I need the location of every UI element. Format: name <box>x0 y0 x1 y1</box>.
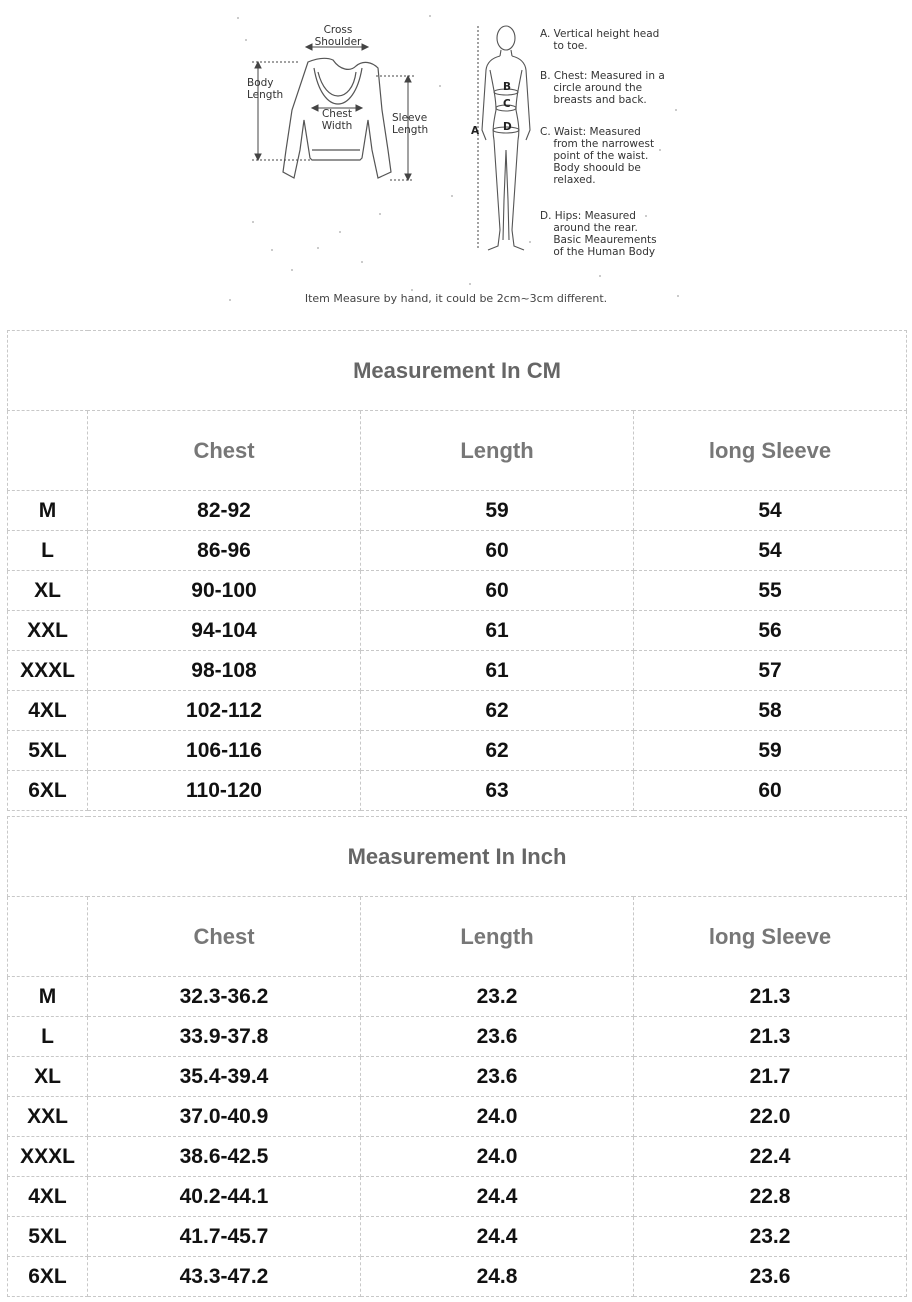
table-row <box>8 691 907 731</box>
size-cell: 6XL <box>8 1257 88 1297</box>
sleeve-cell: 21.7 <box>634 1057 907 1097</box>
header-chest: Chest <box>88 411 361 491</box>
length-cell: 23.6 <box>361 1057 634 1097</box>
chest-cell: 110-120 <box>88 771 361 811</box>
header-size <box>8 897 88 977</box>
human-figure <box>482 26 530 250</box>
size-cell: XL <box>8 571 88 611</box>
chest-width-label: Chest Width <box>321 108 353 132</box>
size-cell: L <box>8 1017 88 1057</box>
size-cell: XXXL <box>8 1137 88 1177</box>
sleeve-cell: 55 <box>634 571 907 611</box>
chest-cell: 86-96 <box>88 531 361 571</box>
sleeve-cell: 60 <box>634 771 907 811</box>
header-long-sleeve: long Sleeve <box>634 411 907 491</box>
chest-cell: 32.3-36.2 <box>88 977 361 1017</box>
sleeve-cell: 22.4 <box>634 1137 907 1177</box>
length-cell: 23.6 <box>361 1017 634 1057</box>
table-row <box>8 771 907 811</box>
sleeve-cell: 22.0 <box>634 1097 907 1137</box>
table-row <box>8 1137 907 1177</box>
chest-cell: 37.0-40.9 <box>88 1097 361 1137</box>
cross-shoulder-label: Cross Shoulder <box>314 24 362 48</box>
length-cell: 61 <box>361 611 634 651</box>
header-long-sleeve: long Sleeve <box>634 897 907 977</box>
sleeve-length-label: Sleeve Length <box>392 112 429 136</box>
table-row <box>8 731 907 771</box>
sleeve-cell: 23.6 <box>634 1257 907 1297</box>
body-length-label: Body Length <box>247 77 284 101</box>
chest-cell: 38.6-42.5 <box>88 1137 361 1177</box>
chest-cell: 33.9-37.8 <box>88 1017 361 1057</box>
chest-cell: 43.3-47.2 <box>88 1257 361 1297</box>
table-row <box>8 1057 907 1097</box>
sleeve-cell: 56 <box>634 611 907 651</box>
size-cell: XXL <box>8 1097 88 1137</box>
chest-cell: 40.2-44.1 <box>88 1177 361 1217</box>
description-b: B. Chest: Measured in a circle around the breasts and back. <box>540 70 665 106</box>
sleeve-cell: 54 <box>634 531 907 571</box>
size-cell: M <box>8 977 88 1017</box>
sleeve-cell: 22.8 <box>634 1177 907 1217</box>
size-cell: XXL <box>8 611 88 651</box>
chest-cell: 41.7-45.7 <box>88 1217 361 1257</box>
table-row <box>8 1017 907 1057</box>
table-title: Measurement In Inch <box>8 817 907 897</box>
chest-cell: 35.4-39.4 <box>88 1057 361 1097</box>
chest-cell: 98-108 <box>88 651 361 691</box>
length-cell: 24.0 <box>361 1137 634 1177</box>
header-length: Length <box>361 897 634 977</box>
size-cell: 6XL <box>8 771 88 811</box>
table-row <box>8 651 907 691</box>
chest-cell: 94-104 <box>88 611 361 651</box>
size-cell: 5XL <box>8 1217 88 1257</box>
table-row <box>8 611 907 651</box>
sleeve-cell: 23.2 <box>634 1217 907 1257</box>
header-length: Length <box>361 411 634 491</box>
sleeve-cell: 54 <box>634 491 907 531</box>
marker-b: B <box>503 81 512 93</box>
description-a: A. Vertical height head to toe. <box>540 28 660 52</box>
sleeve-cell: 21.3 <box>634 977 907 1017</box>
length-cell: 62 <box>361 731 634 771</box>
length-cell: 24.4 <box>361 1177 634 1217</box>
description-d: D. Hips: Measured around the rear. Basic Meaurements of the Human Body <box>540 210 657 258</box>
size-cell: L <box>8 531 88 571</box>
marker-c: C <box>503 98 511 110</box>
table-row <box>8 1257 907 1297</box>
marker-d: D <box>503 121 512 133</box>
table-row <box>8 491 907 531</box>
length-cell: 59 <box>361 491 634 531</box>
chest-cell: 90-100 <box>88 571 361 611</box>
size-cell: 4XL <box>8 1177 88 1217</box>
sleeve-cell: 57 <box>634 651 907 691</box>
size-cell: 5XL <box>8 731 88 771</box>
length-cell: 23.2 <box>361 977 634 1017</box>
size-cell: 4XL <box>8 691 88 731</box>
chest-cell: 82-92 <box>88 491 361 531</box>
table-row <box>8 571 907 611</box>
table-title: Measurement In CM <box>8 331 907 411</box>
length-cell: 24.4 <box>361 1217 634 1257</box>
header-size <box>8 411 88 491</box>
table-row <box>8 1177 907 1217</box>
marker-a: A <box>471 125 480 137</box>
measurement-note: Item Measure by hand, it could be 2cm~3cm different. <box>304 292 608 305</box>
header-chest: Chest <box>88 897 361 977</box>
size-table-cm <box>7 330 907 811</box>
size-cell: XXXL <box>8 651 88 691</box>
sleeve-cell: 58 <box>634 691 907 731</box>
chest-cell: 106-116 <box>88 731 361 771</box>
length-cell: 60 <box>361 571 634 611</box>
diagram-drawing <box>0 0 912 325</box>
length-cell: 60 <box>361 531 634 571</box>
length-cell: 24.0 <box>361 1097 634 1137</box>
sleeve-cell: 59 <box>634 731 907 771</box>
table-row <box>8 1097 907 1137</box>
length-cell: 62 <box>361 691 634 731</box>
size-cell: XL <box>8 1057 88 1097</box>
chest-cell: 102-112 <box>88 691 361 731</box>
description-c: C. Waist: Measured from the narrowest point of the waist. Body shoould be relaxed. <box>540 126 655 186</box>
length-cell: 24.8 <box>361 1257 634 1297</box>
sleeve-cell: 21.3 <box>634 1017 907 1057</box>
table-row <box>8 1217 907 1257</box>
table-row <box>8 531 907 571</box>
size-cell: M <box>8 491 88 531</box>
table-row <box>8 977 907 1017</box>
length-cell: 61 <box>361 651 634 691</box>
length-cell: 63 <box>361 771 634 811</box>
measurement-diagram <box>0 0 912 325</box>
size-table-inch <box>7 816 907 1297</box>
